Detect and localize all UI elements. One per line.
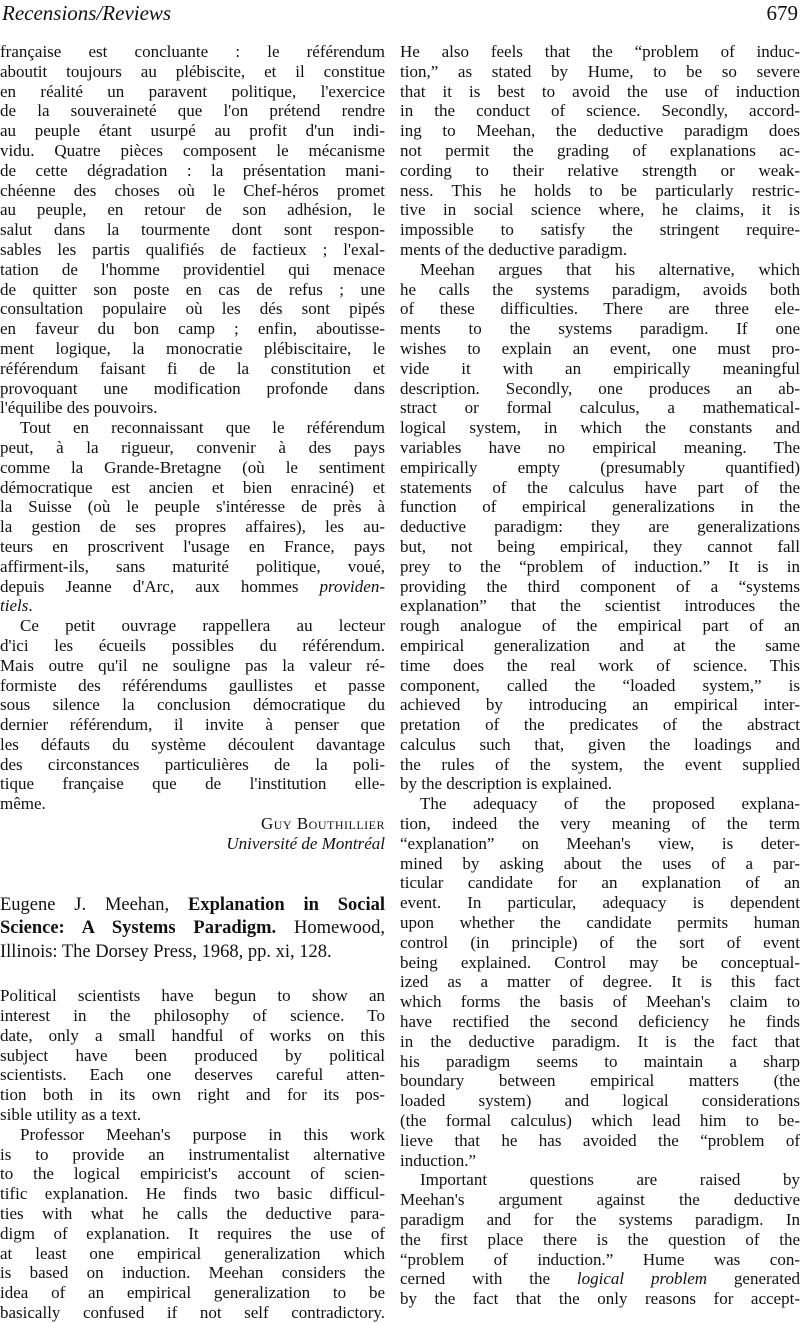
- text-segment: .: [28, 596, 33, 616]
- text-line: de cette dégradation : la présentation mani-: [0, 160, 385, 180]
- paragraph: [400, 1170, 800, 1309]
- text-line: tific explanation. He finds two basic difficul-: [0, 1184, 385, 1204]
- text-line: chéenne des choses où le Chef-héros promet: [0, 180, 385, 200]
- text-line: [0, 577, 385, 597]
- text-line: of these difficulties. There are three ele-: [400, 299, 800, 319]
- review-meehan-body: [0, 986, 385, 1323]
- text-line: Meehan argues that his alternative, which: [420, 259, 800, 279]
- paragraph: [0, 986, 385, 1125]
- text-line: (the formal calculus) which lead him to be-: [400, 1111, 800, 1131]
- right-column: [400, 42, 800, 1309]
- italic-text: tiels: [0, 596, 29, 616]
- text-line: vide it with an empirically meaningful: [400, 358, 800, 378]
- running-header-section: Recensions/Reviews: [2, 1, 172, 25]
- text-line: paradigm and for the systems paradigm. In: [400, 1210, 800, 1230]
- text-line: interest in the philosophy of science. To: [0, 1005, 385, 1025]
- text-line: tation de l'homme providentiel qui menace: [0, 259, 385, 279]
- text-line: sables les partis qualifiés de factieux ; l'exal-: [0, 239, 385, 259]
- text-line: ments of the deductive paradigm.: [400, 239, 628, 259]
- paragraph: [400, 794, 800, 1170]
- text-line: the first place there is the question of the: [400, 1229, 800, 1249]
- text-line: variables have no empirical meaning. The: [400, 437, 800, 457]
- text-line: même.: [0, 794, 46, 814]
- text-line: démocratique est ancien et bien enraciné) et: [0, 477, 385, 497]
- paragraph: [0, 418, 385, 616]
- text-line: l'équilibe des pouvoirs.: [0, 398, 158, 418]
- text-line: by the fact that the only reasons for accept-: [400, 1289, 800, 1309]
- text-line: loaded system) and logical considerations: [400, 1091, 800, 1111]
- text-line: not permit the grading of explanations ac-: [400, 140, 800, 160]
- text-line: have rectified the second deficiency he finds: [400, 1012, 800, 1032]
- text-line: basically confused if not self contradictory.: [0, 1302, 385, 1322]
- text-line: [400, 1269, 800, 1289]
- text-line: induction.”: [400, 1150, 477, 1170]
- text-line: Professor Meehan's purpose in this work: [20, 1124, 385, 1144]
- paragraph: [400, 260, 800, 795]
- text-line: but, not being empirical, they cannot fall: [400, 536, 800, 556]
- review-meehan-continued: [400, 42, 800, 1309]
- text-line: ment logique, la monocratie plébiscitaire, le: [0, 338, 385, 358]
- text-line: statements of the calculus have part of the: [400, 477, 800, 497]
- text-line: salut dans la tourmente dont sont respon-: [0, 220, 385, 240]
- page-number: 679: [766, 1, 798, 25]
- text-line: vidu. Quatre pièces composent le mécanisme: [0, 140, 385, 160]
- text-line: sous silence la conclusion démocratique du: [0, 695, 385, 715]
- paragraph: [400, 42, 800, 260]
- text-line: la Suisse (où le peuple s'intéresse de près à: [0, 497, 385, 517]
- text-line: en faveur du bon camp ; enfin, aboutisse-: [0, 319, 385, 339]
- text-line: comme la Grande-Bretagne (où le sentiment: [0, 457, 385, 477]
- text-line: digm of explanation. It requires the use of: [0, 1223, 385, 1243]
- text-line: function of empirical generalizations in the: [400, 497, 800, 517]
- author-affiliation: Université de Montréal: [226, 833, 385, 853]
- text-line: boundary between empirical matters (the: [400, 1071, 800, 1091]
- signature-author: [0, 814, 385, 834]
- text-line: tion,” as stated by Hume, to be so severe: [400, 61, 800, 81]
- text-line: He also feels that the “problem of induc-: [400, 42, 800, 61]
- text-line: les défauts du système découlent davantage: [0, 734, 385, 754]
- text-segment: depuis Jeanne d'Arc, aux hommes: [0, 576, 320, 596]
- text-line: lieve that he has avoided the “problem of: [400, 1130, 800, 1150]
- text-line: wishes to explain an event, one must pro-: [400, 338, 800, 358]
- text-line: achieved by introducing an empirical inter-: [400, 695, 800, 715]
- text-line: teurs en proscrivent l'usage en France, pays: [0, 536, 385, 556]
- text-segment: Eugene J. Meehan,: [0, 894, 188, 915]
- text-line: dernier référendum, il invite à penser que: [0, 715, 385, 735]
- text-line: being explained. Control may be conceptual-: [400, 952, 800, 972]
- text-line: idea of an empirical generalization to be: [0, 1283, 385, 1303]
- text-line: Meehan's argument against the deductive: [400, 1190, 800, 1210]
- text-line: mined by asking about the uses of a par-: [400, 853, 800, 873]
- text-line: rough analogue of the empirical part of an: [400, 616, 800, 636]
- text-line: de la souveraineté que l'on prétend rendre: [0, 101, 385, 121]
- text-line: [0, 596, 385, 616]
- italic-text: providen-: [319, 576, 385, 596]
- text-line: affirment-ils, sans maturité politique, voué,: [0, 556, 385, 576]
- text-line: ness. This he holds to be particularly restric-: [400, 180, 800, 200]
- text-line: Ce petit ouvrage rappellera au lecteur: [20, 616, 385, 636]
- text-line: ized as a matter of degree. It is this fact: [400, 972, 800, 992]
- text-line: “problem of induction.” Hume was con-: [400, 1249, 800, 1269]
- text-line: référendum faisant fi de la constitution et: [0, 358, 385, 378]
- author-name: Guy Bouthillier: [260, 814, 385, 834]
- text-line: logical system, in which the constants and: [400, 418, 800, 438]
- text-line: d'ici les écueils possibles du référendum.: [0, 635, 385, 655]
- text-line: tive in social science where, he claims, it is: [400, 200, 800, 220]
- text-line: ties with what he calls the deductive para-: [0, 1203, 385, 1223]
- text-line: Mais outre qu'il ne souligne pas la valeur ré-: [0, 655, 385, 675]
- text-line: to the logical empiricist's account of scien-: [0, 1164, 385, 1184]
- paragraph: [0, 616, 385, 814]
- text-line: is based on induction. Meehan considers the: [0, 1263, 385, 1283]
- text-line: in the deductive paradigm. It is the fact that: [400, 1031, 800, 1051]
- text-line: la gestion de ses propres affaires), les au-: [0, 517, 385, 537]
- text-line: [0, 894, 385, 918]
- paragraph: [0, 1125, 385, 1323]
- text-line: that it is best to avoid the use of induction: [400, 81, 800, 101]
- text-line: the rules of the system, the event supplied: [400, 754, 800, 774]
- text-line: his paradigm seems to maintain a sharp: [400, 1051, 800, 1071]
- text-line: [0, 941, 385, 965]
- text-line: tion, indeed the very meaning of the term: [400, 814, 800, 834]
- text-line: impossible to satisfy the stringent require-: [400, 220, 800, 240]
- text-line: [0, 917, 385, 941]
- book-citation: [0, 894, 385, 965]
- text-line: “explanation” on Meehan's view, is deter-: [400, 833, 800, 853]
- text-line: is to provide an instrumentalist alternative: [0, 1144, 385, 1164]
- text-line: peut, à la rigueur, convenir à des pays: [0, 437, 385, 457]
- text-line: ing to Meehan, the deductive paradigm does: [400, 121, 800, 141]
- text-line: description. Secondly, one produces an ab-: [400, 378, 800, 398]
- paragraph: [0, 42, 385, 418]
- text-line: des circonstances particulières de la poli-: [0, 754, 385, 774]
- text-line: scientists. Each one deserves careful atten-: [0, 1065, 385, 1085]
- text-line: empirically empty (presumably quantified): [400, 457, 800, 477]
- text-line: explanation” that the scientist introduces the: [400, 596, 800, 616]
- text-line: subject have been produced by political: [0, 1045, 385, 1065]
- text-line: at least one empirical generalization which: [0, 1243, 385, 1263]
- text-line: event. In particular, adequacy is dependent: [400, 893, 800, 913]
- text-line: consultation populaire où les dés sont pipés: [0, 299, 385, 319]
- review-french-body: [0, 42, 385, 814]
- text-line: Political scientists have begun to show an: [0, 986, 385, 1006]
- text-line: date, only a small handful of works on this: [0, 1025, 385, 1045]
- signature-affiliation: [0, 834, 385, 854]
- text-line: control (in principle) of the sort of event: [400, 932, 800, 952]
- text-line: tion both in its own right and for its pos-: [0, 1085, 385, 1105]
- text-line: pretation of the predicates of the abstract: [400, 715, 800, 735]
- text-line: de quitter son poste en cas de refus ; une: [0, 279, 385, 299]
- text-segment: cerned with the: [400, 1269, 577, 1289]
- text-line: which forms the basis of Meehan's claim to: [400, 992, 800, 1012]
- text-line: in the conduct of science. Secondly, accord-: [400, 101, 800, 121]
- bold-text: Science: A Systems Paradigm.: [0, 918, 277, 939]
- text-line: ments to the systems paradigm. If one: [400, 319, 800, 339]
- text-line: The adequacy of the proposed explana-: [420, 794, 800, 814]
- text-line: by the description is explained.: [400, 774, 612, 794]
- text-line: component, called the “loaded system,” is: [400, 675, 800, 695]
- bold-text: Explanation in Social: [187, 894, 385, 915]
- text-line: he calls the systems paradigm, avoids both: [400, 279, 800, 299]
- text-line: stract or formal calculus, a mathematical-: [400, 398, 800, 418]
- text-line: provoquant une modification profonde dans: [0, 378, 385, 398]
- text-segment: Illinois: The Dorsey Press, 1968, pp. xi, 128.: [0, 941, 332, 962]
- text-line: providing the third component of a “systems: [400, 576, 800, 596]
- text-segment: generated: [707, 1269, 800, 1289]
- text-line: Important questions are raised by: [420, 1170, 800, 1190]
- text-line: cording to their relative strength or weak-: [400, 160, 800, 180]
- text-line: prey to the “problem of induction.” It is in: [400, 556, 800, 576]
- text-line: aboutit toujours au plébiscite, et il constitue: [0, 61, 385, 81]
- text-line: empirical generalization and at the same: [400, 635, 800, 655]
- text-segment: Homewood,: [276, 918, 385, 939]
- text-line: en réalité un paravent politique, l'exercice: [0, 81, 385, 101]
- text-line: au peuple étant usurpé au profit d'un indi-: [0, 121, 385, 141]
- text-line: time does the real work of science. This: [400, 655, 800, 675]
- text-line: française est concluante : le référendum: [0, 42, 385, 61]
- text-line: ticular candidate for an explanation of an: [400, 873, 800, 893]
- text-line: sible utility as a text.: [0, 1104, 142, 1124]
- text-line: calculus such that, given the loadings and: [400, 734, 800, 754]
- text-line: deductive paradigm: they are generalizations: [400, 517, 800, 537]
- italic-text: logical problem: [576, 1269, 708, 1289]
- text-line: Tout en reconnaissant que le référendum: [20, 418, 385, 438]
- text-line: tique française que de l'institution elle-: [0, 774, 385, 794]
- text-line: au peuple, en retour de son adhésion, le: [0, 200, 385, 220]
- text-line: formiste des référendums gaullistes et passe: [0, 675, 385, 695]
- left-column: [0, 42, 385, 1323]
- text-line: upon whether the candidate permits human: [400, 913, 800, 933]
